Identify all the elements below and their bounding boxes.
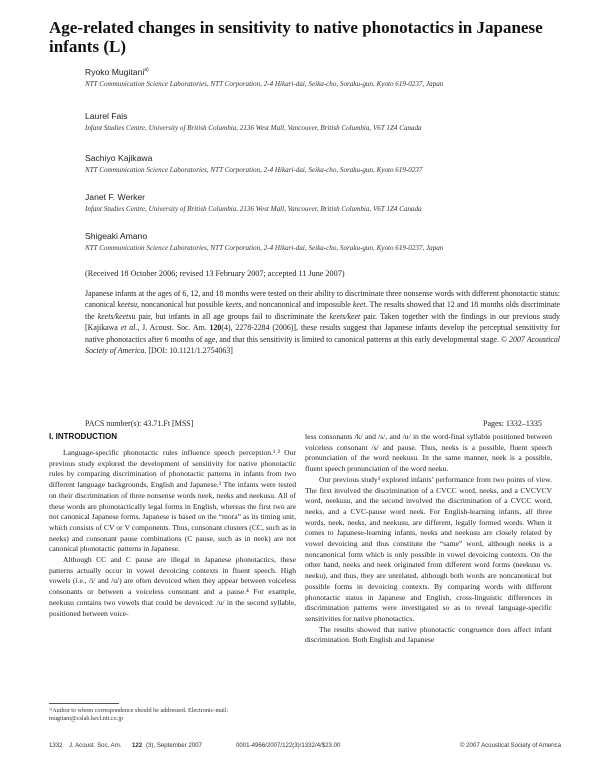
pacs-numbers: PACS number(s): 43.71.Ft [MSS] [85, 419, 194, 428]
body-paragraph: The results showed that native phonotactic congruence does affect infant discrimination. Both English and Japanese [305, 624, 552, 645]
footnote-divider [49, 703, 119, 704]
body-paragraph: Our previous study³ explored infants’ performance from two points of view. The first involved the discrimination of a CVCC word, neeks, and a CVCVCV word, neekusu, and the second involved the discrimination of a CVCC word, neeks, and a CVC-pause word neek. For English-learning infants, all three words, neek, neeks, and neekusu, are different, legally formed words. When it comes to Japanese-learning infants, neeks and neekusu are closely related by vowel devoicing and thus constitute the “same” word, although neeks is a noncanonical form which is only possible in vowel devoicing contexts. On the other hand, neeks and neek originated from different word forms (neekusu vs. neeku), and thus, they are unrelated, although both words are noncanonical but possible forms in devoicing contexts. By comparing words with different phonotactic status in Japanese and English, cross-linguistic differences in discrimination patterns were investigated so as to reveal language-specific sensitivities for native phonotactics. [305, 474, 552, 623]
author-affiliation: Infant Studies Centre, University of British Columbia, 2136 West Mall, Vancouver, British Columbia, V6T 1Z4 Canada [85, 205, 422, 213]
issn: 0001-4966/2007/122(3)/1332/4/$23.00 [236, 742, 341, 749]
body-paragraph: Although CC and C pause are illegal in Japanese phonotactics, these patterns actually occur in vowel devoicing contexts in fluent speech. High vowels (i.e., /i/ and /u/) are often devoiced when they appear between voiceless consonants or between a voiceless consonant and a pause.⁴ For example, neekusu contains two vowels that could be devoiced: /u/ in the second syllable, positioned between voice- [49, 555, 296, 618]
page-range: Pages: 1332–1335 [483, 419, 542, 428]
right-column [305, 432, 552, 646]
section-heading: I. INTRODUCTION [49, 432, 117, 441]
paper-title: Age-related changes in sensitivity to native phonotactics in Japanese infants (L) [49, 18, 543, 56]
author-name: Shigeaki Amano [85, 231, 148, 241]
journal-name: J. Acoust. Soc. Am. [69, 742, 122, 749]
author-name: Laurel Fais [85, 111, 128, 121]
journal-volume: 122 [132, 742, 143, 749]
abstract: Japanese infants at the ages of 6, 12, and 18 months were tested on their ability to discriminate three nonsense words with different phonotactic status: canonical keetsu, noncanonical but possible keets, and noncanonical and impossible keet. The results showed that 12 and 18 months olds discriminate the keets/keetsu pair, but infants in all age groups fail to discriminate the keets/keet pair. Taken together with the findings in our previous study [Kajikawa et al., J. Acoust. Soc. Am. 120(4), 2278-2284 (2006)], these results suggest that Japanese infants develop the perceptual sensitivity for native phonotactics after 6 months of age, and that this sensitivity is limited to canonical patterns at this early developmental stage. © 2007 Acoustical Society of America. [DOI: 10.1121/1.2754063] [85, 289, 561, 356]
author-affiliation: NTT Communication Science Laboratories, NTT Corporation, 2-4 Hikari-dai, Seika-cho, Soraku-gun, Kyoto 619-0237 [85, 166, 423, 174]
issue-date: (3), September 2007 [146, 742, 202, 749]
footnote: ᵃ⁾Author to whom correspondence should be addressed. Electronic-mail: mugitani@cslab.kecl.ntt.co.jp [49, 707, 229, 723]
body-paragraph: Language-specific phonotactic rules influence speech perception.¹˒² Our previous study explored the development of sensitivity for native phonotactic rules by comparing discrimination of phonotactic patterns in infants from two different language backgrounds, English and Japanese.³ The infants were tested on their discrimination of three nonsense words neek, neeks and neekusu. All of these words are phonotactically legal forms in English, whereas the first two are not canonical Japanese forms. Japanese is based on the “mora” as its timing unit, which consists of CV or V components. Thus, consonant clusters (CC, such as in neeks) and consonant pause combinations (C pause, such as in neek) are not canonical phonotactic patterns in Japanese. [49, 448, 296, 554]
author-affiliation: NTT Communication Science Laboratories, NTT Corporation, 2-4 Hikari-dai, Seika-cho, Soraku-gun, Kyoto 619-0237, Japan [85, 80, 444, 88]
body-paragraph: less consonants /k/ and /s/, and /u/ in the word-final syllable positioned between voiceless consonant /s/ and pause. Thus, neeks is a possible, fluent speech pronunciation of the word neekusu. In the same manner, neek is a possible, fluent speech pronunciation of the word neeku. [305, 432, 552, 474]
received-dates: (Received 18 October 2006; revised 13 February 2007; accepted 11 June 2007) [85, 269, 345, 278]
page-number: 1332 [49, 742, 63, 749]
copyright: © 2007 Acoustical Society of America [459, 742, 561, 749]
author-affiliation: Infant Studies Centre, University of British Columbia, 2136 West Mall, Vancouver, British Columbia, V6T 1Z4 Canada [85, 124, 422, 132]
left-column [49, 448, 296, 619]
author-name: Sachiyo Kajikawa [85, 153, 153, 163]
author-name: Ryoko Mugitani$^{a)}$ [85, 67, 149, 77]
author-affiliation: NTT Communication Science Laboratories, NTT Corporation, 2-4 Hikari-dai, Seika-cho, Soraku-gun, Kyoto 619-0237, Japan [85, 244, 444, 252]
author-name: Janet F. Werker [85, 192, 146, 202]
